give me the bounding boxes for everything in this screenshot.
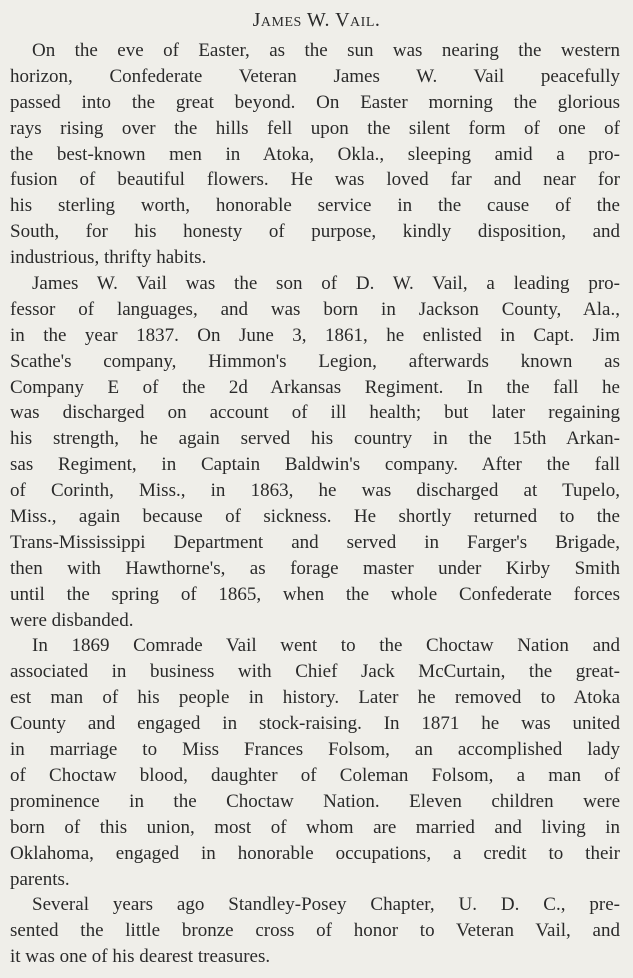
text-line: South, for his honesty of purpose, kindly disposition, and bbox=[10, 221, 620, 243]
text-line: passed into the great beyond. On Easter morning the glorious bbox=[10, 91, 620, 113]
text-line: industrious, thrifty habits. bbox=[10, 247, 207, 269]
text-line: sas Regiment, in Captain Baldwin's company. After the fall bbox=[10, 454, 620, 476]
text-line: fusion of beautiful flowers. He was loved far and near for bbox=[10, 169, 620, 191]
text-line: est man of his people in history. Later he removed to Atoka bbox=[10, 687, 620, 709]
text-line: fessor of languages, and was born in Jackson County, Ala., bbox=[10, 298, 620, 320]
text-line: the best-known men in Atoka, Okla., sleeping amid a pro- bbox=[10, 143, 620, 165]
text-line: his strength, he again served his country in the 15th Arkan- bbox=[10, 428, 620, 450]
text-line: of Corinth, Miss., in 1863, he was discharged at Tupelo, bbox=[10, 480, 620, 502]
text-line: James W. Vail was the son of D. W. Vail, a leading pro- bbox=[32, 273, 620, 295]
text-line: County and engaged in stock-raising. In 1871 he was united bbox=[10, 713, 620, 735]
article-body bbox=[10, 38, 620, 970]
text-line: born of this union, most of whom are married and living in bbox=[10, 816, 620, 838]
text-line: was discharged on account of ill health; but later regaining bbox=[10, 402, 620, 424]
article-title bbox=[0, 7, 633, 33]
text-line: In 1869 Comrade Vail went to the Choctaw Nation and bbox=[32, 635, 620, 657]
text-line: parents. bbox=[10, 868, 70, 890]
text-line: until the spring of 1865, when the whole Confederate forces bbox=[10, 583, 620, 605]
text-line: prominence in the Choctaw Nation. Eleven children were bbox=[10, 790, 620, 812]
text-line: it was one of his dearest treasures. bbox=[10, 946, 271, 968]
text-line: in the year 1837. On June 3, 1861, he enlisted in Capt. Jim bbox=[10, 324, 620, 346]
text-line: then with Hawthorne's, as forage master under Kirby Smith bbox=[10, 557, 620, 579]
text-line: of Choctaw blood, daughter of Coleman Folsom, a man of bbox=[10, 764, 620, 786]
text-line: his sterling worth, honorable service in the cause of the bbox=[10, 195, 620, 217]
text-line: rays rising over the hills fell upon the silent form of one of bbox=[10, 117, 620, 139]
text-line: Miss., again because of sickness. He shortly returned to the bbox=[10, 506, 620, 528]
text-line: horizon, Confederate Veteran James W. Vail peacefully bbox=[10, 65, 620, 87]
text-line: On the eve of Easter, as the sun was nearing the western bbox=[32, 40, 620, 61]
text-line: Scathe's company, Himmon's Legion, afterwards known as bbox=[10, 350, 620, 372]
text-line: Oklahoma, engaged in honorable occupations, a credit to their bbox=[10, 842, 620, 864]
text-line: were disbanded. bbox=[10, 609, 134, 631]
article-title-text: James W. Vail. bbox=[252, 9, 381, 31]
text-line: in marriage to Miss Frances Folsom, an accomplished lady bbox=[10, 739, 620, 761]
text-line: associated in business with Chief Jack McCurtain, the great- bbox=[10, 661, 620, 683]
text-line: Company E of the 2d Arkansas Regiment. In the fall he bbox=[10, 376, 620, 398]
text-line: sented the little bronze cross of honor to Veteran Vail, and bbox=[10, 920, 620, 942]
text-line: Several years ago Standley-Posey Chapter, U. D. C., pre- bbox=[32, 894, 620, 916]
text-line: Trans-Mississippi Department and served in Farger's Brigade, bbox=[10, 531, 620, 553]
